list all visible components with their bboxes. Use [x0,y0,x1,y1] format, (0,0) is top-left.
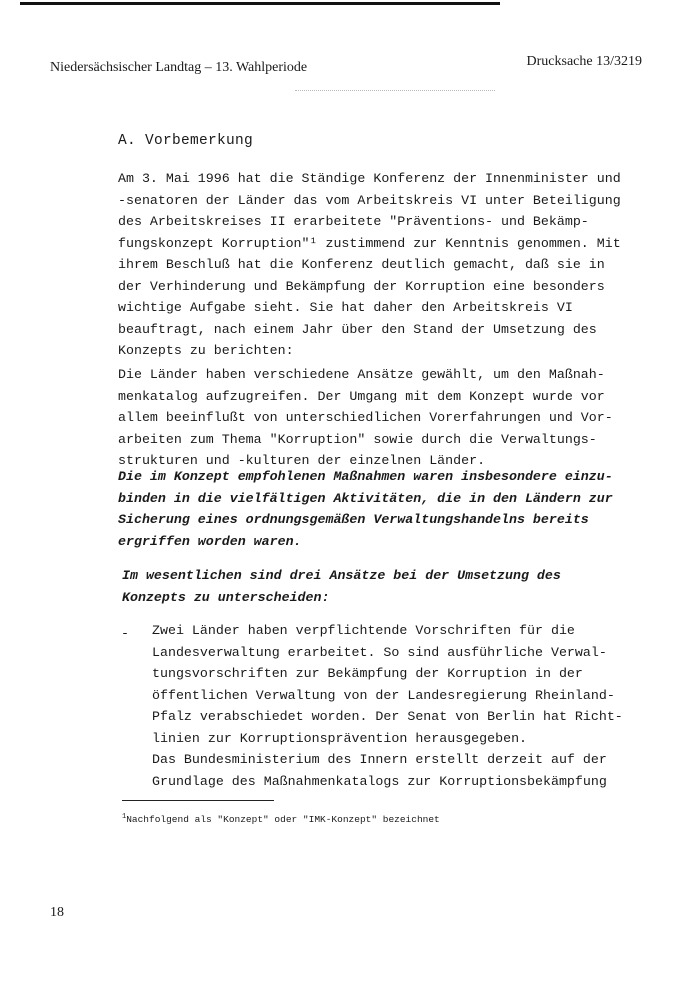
footnote-marker: 1 [122,813,127,821]
bullet-item-text: Zwei Länder haben verpflichtende Vorschriften für die Landesverwaltung erarbeitet. So sind ausführliche Verwal- tungsvorschriften zur Bekämpfung der Korruption in der öffentlichen Verwaltung von der Landesregierung Rheinland- Pfalz verabschiedet worden. Der Senat von Berlin hat Richt- linien zur Korruptionsprävention herausgegeben. Das Bundesministerium des Innern erstellt derzeit auf der Grundlage des Maßnahmenkatalogs zur Korruptionsbekämpfung [152,623,623,789]
bullet-marker: - [121,626,129,641]
header-parliament: Niedersächsischer Landtag – 13. Wahlperiode [50,60,308,75]
section-heading: A. Vorbemerkung [118,133,254,149]
top-rule [20,2,500,5]
scan-artifact [295,90,495,94]
footnote-separator [122,800,274,801]
footnote-text: Nachfolgend als "Konzept" oder "IMK-Konzept" bezeichnet [126,814,440,826]
paragraph-approaches: Die Länder haben verschiedene Ansätze gewählt, um den Maßnah- menkatalog aufzugreifen. Der Umgang mit dem Konzept wurde vor allem beeinflußt von unterschiedlichen Vorerfahrungen und Vor- arbeiten zum Thema "Korruption" sowie durch die Verwaltungs- strukturen und -kulturen der einzelnen Länder. [118,367,613,468]
paragraph-emphasis: Die im Konzept empfohlenen Maßnahmen waren insbesondere einzu- binden in die vielfältigen Aktivitäten, die in den Ländern zur Sicherung eines ordnungsgemäßen Verwaltungshandelns bereits ergriffen worden waren. [118,469,613,549]
page-number: 18 [50,905,64,920]
paragraph-intro: Am 3. Mai 1996 hat die Ständige Konferenz der Innenminister und -senatoren der Länder das vom Arbeitskreis VI unter Beteiligung des Arbeitskreises II erarbeitete "Präventions- und Bekämp- fungskonzept Korruption"¹ zustimmend zur Kenntnis genommen. Mit ihrem Beschluß hat die Konferenz deutlich gemacht, daß sie in der Verhinderung und Bekämpfung der Korruption eine besonders wichtige Aufgabe sieht. Sie hat daher den Arbeitskreis VI beauftragt, nach einem Jahr über den Stand der Umsetzung des Konzepts zu berichten: [118,171,621,358]
footnote [122,813,440,825]
paragraph-three-approaches: Im wesentlichen sind drei Ansätze bei der Umsetzung des Konzepts zu unterscheiden: [122,568,561,605]
header-document-number: Drucksache 13/3219 [526,54,642,69]
